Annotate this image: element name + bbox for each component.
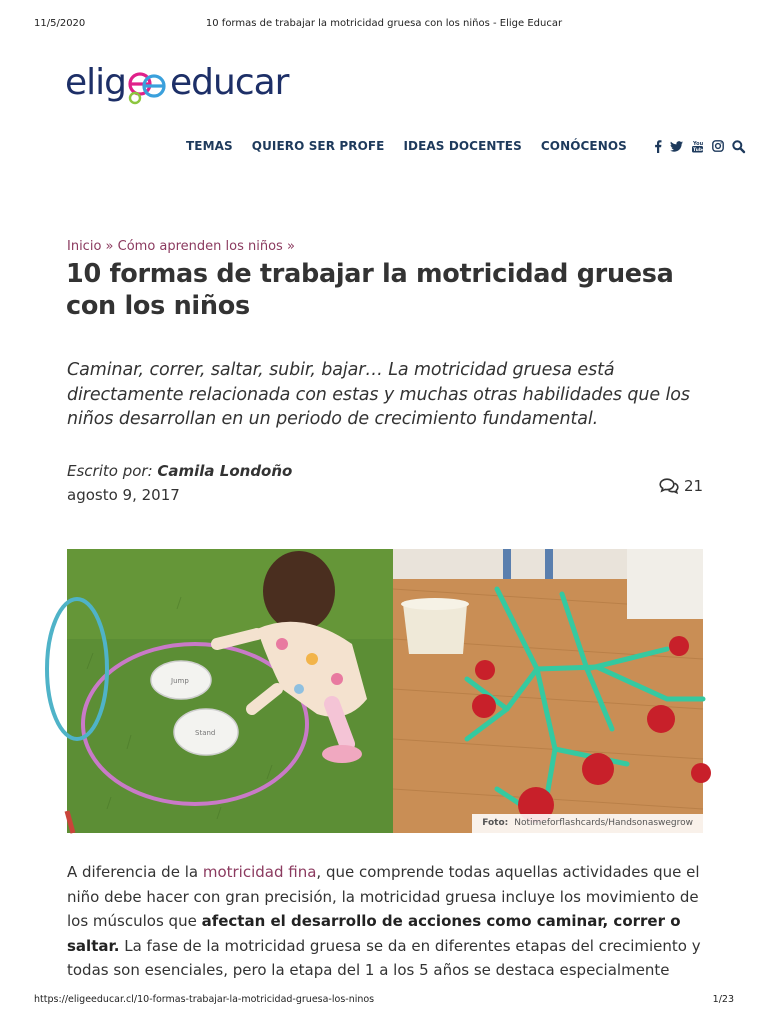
comments-icon bbox=[659, 478, 679, 494]
print-url: https://eligeeducar.cl/10-formas-trabajar-la-motricidad-gruesa-los-ninos bbox=[34, 994, 375, 1005]
svg-text:Tube: Tube bbox=[692, 147, 706, 153]
plate-left-label: Jump bbox=[171, 677, 189, 685]
search-icon[interactable] bbox=[732, 140, 745, 153]
breadcrumb-category[interactable]: Cómo aprenden los niños bbox=[117, 239, 283, 254]
photo-credit bbox=[472, 814, 703, 833]
byline-label: Escrito por: bbox=[67, 462, 158, 480]
nav-item-quiero-ser-profe[interactable]: QUIERO SER PROFE bbox=[251, 139, 385, 153]
nav-item-conocenos[interactable]: CONÓCENOS bbox=[540, 139, 627, 153]
print-page-number: 1/23 bbox=[712, 994, 734, 1005]
logo-text-left: elig bbox=[65, 61, 127, 103]
instagram-icon[interactable] bbox=[712, 140, 724, 152]
main-nav bbox=[186, 139, 745, 153]
breadcrumb-separator: » bbox=[282, 239, 295, 254]
paragraph-text: , que comprende todas aquellas actividades que el niño debe hacer con gran precisión, la motricidad gruesa incluye los movimiento de los músculos que bbox=[67, 863, 700, 930]
breadcrumb-home[interactable]: Inicio bbox=[67, 239, 102, 254]
article-photo bbox=[67, 549, 703, 833]
paragraph-bold-text: afectan el desarrollo de acciones como caminar, correr o saltar. bbox=[67, 912, 681, 955]
article-title: 10 formas de trabajar la motricidad gruesa con los niños bbox=[66, 259, 674, 321]
photo-credit-text: Notimeforflashcards/Handsonaswegrow bbox=[514, 818, 693, 828]
nav-item-temas[interactable]: TEMAS bbox=[186, 139, 233, 153]
paragraph-text: A diferencia de la bbox=[67, 863, 203, 881]
plate-right-label: Stand bbox=[195, 729, 216, 737]
breadcrumb bbox=[67, 239, 295, 254]
logo-text-right: educar bbox=[170, 61, 289, 103]
motricidad-fina-link[interactable]: motricidad fina bbox=[202, 863, 317, 881]
article-lead: Caminar, correr, saltar, subir, bajar… La motricidad gruesa está directamente relacionada con estas y muchas otras habilidades que los niños desarrollan en un periodo de crecimiento fundamental. bbox=[67, 360, 690, 429]
nav-item-ideas-docentes[interactable]: IDEAS DOCENTES bbox=[403, 139, 522, 153]
comments-link[interactable] bbox=[659, 477, 703, 495]
logo[interactable] bbox=[65, 60, 289, 104]
twitter-icon[interactable] bbox=[670, 141, 683, 152]
facebook-icon[interactable] bbox=[654, 140, 662, 153]
paragraph-text: La fase de la motricidad gruesa se da en diferentes etapas del crecimiento y todas son esenciales, pero la etapa del 1 a los 5 años se destaca especialmente bbox=[67, 936, 701, 979]
photo-credit-label: Foto: bbox=[482, 818, 509, 828]
youtube-icon[interactable] bbox=[691, 140, 704, 153]
print-title: 10 formas de trabajar la motricidad gruesa con los niños - Elige Educar bbox=[205, 18, 563, 29]
byline bbox=[67, 462, 292, 480]
article-paragraph bbox=[67, 860, 707, 983]
logo-ee-mark bbox=[126, 60, 170, 104]
print-date: 11/5/2020 bbox=[34, 18, 86, 29]
author-name[interactable]: Camila Londoño bbox=[157, 462, 293, 480]
breadcrumb-separator: » bbox=[101, 239, 118, 254]
social-icons bbox=[646, 140, 745, 153]
publish-date: agosto 9, 2017 bbox=[67, 486, 180, 504]
svg-text:You: You bbox=[692, 140, 704, 147]
comments-count: 21 bbox=[684, 477, 704, 495]
